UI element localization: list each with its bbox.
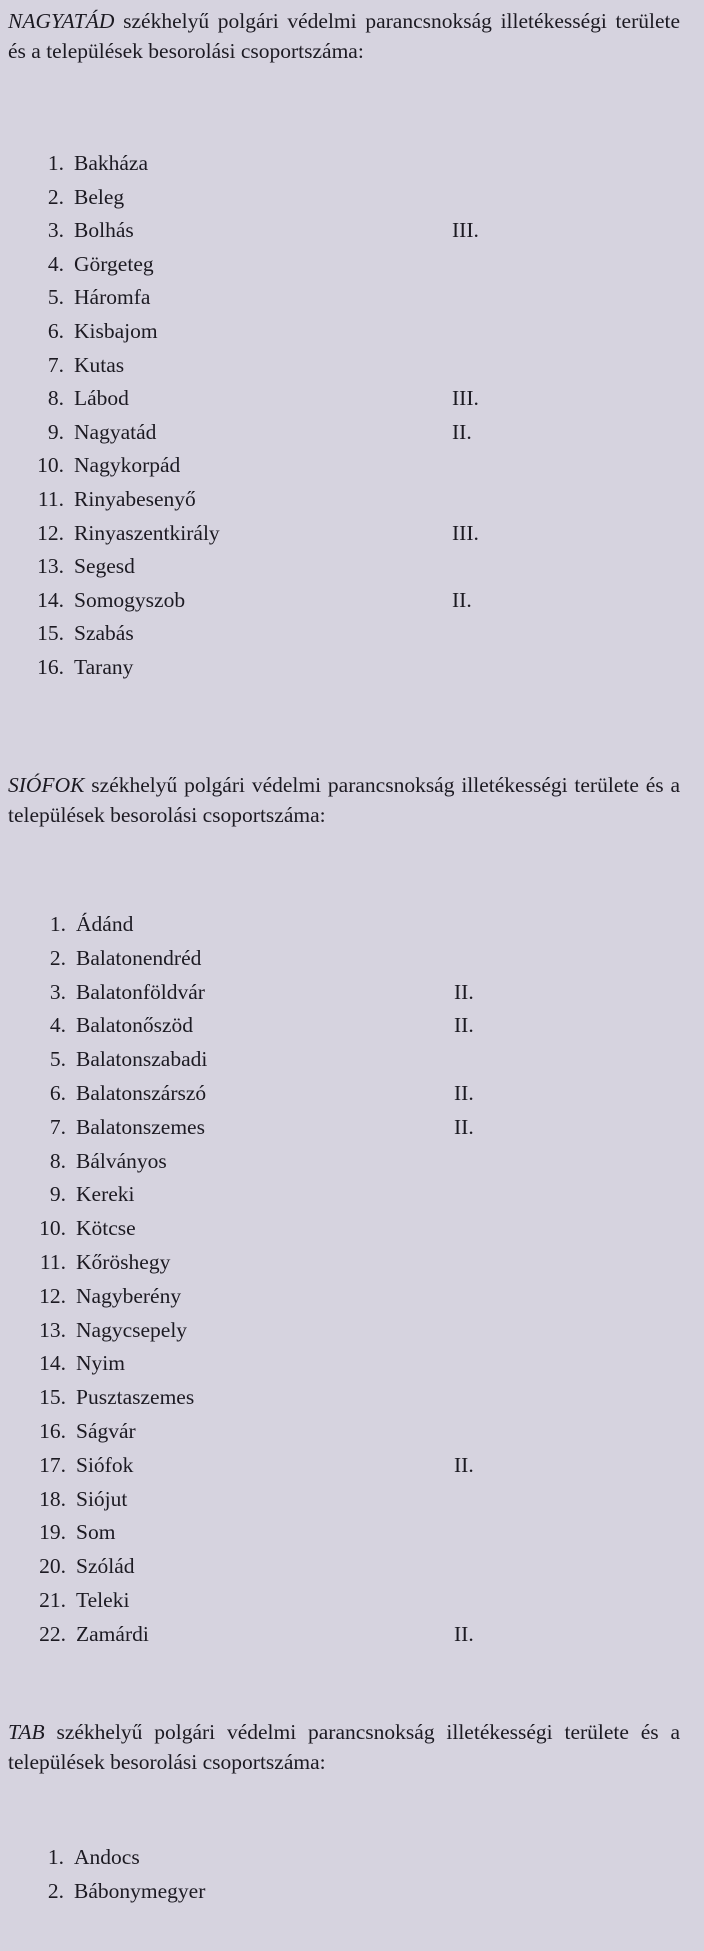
item-number: 2. [47, 1878, 64, 1903]
list-item [16, 1314, 207, 1348]
settlement-name: Bolhás [74, 218, 134, 243]
item-number: 14. [37, 587, 64, 612]
settlement-name: Tarany [74, 654, 134, 679]
list-item [14, 449, 220, 483]
settlement-name: Bálványos [76, 1148, 167, 1173]
item-number: 6. [49, 1080, 66, 1105]
group-number: II. [454, 1621, 474, 1646]
list-item [16, 1246, 207, 1280]
section-intro-text: székhelyű polgári védelmi parancsnokság illetékességi területe és a települések besorolási csoportszáma: [8, 1720, 680, 1774]
list-item [16, 976, 474, 1010]
item-number: 2. [49, 945, 66, 970]
list-item [16, 1212, 207, 1246]
item-number: 10. [39, 1216, 66, 1241]
list-item [14, 1841, 205, 1875]
settlement-name: Nagycsepely [76, 1317, 188, 1342]
settlement-name: Kisbajom [74, 318, 158, 343]
settlement-name: Zamárdi [76, 1621, 149, 1646]
section-city: NAGYATÁD [8, 9, 115, 33]
item-number: 9. [47, 419, 64, 444]
item-number: 3. [47, 218, 64, 243]
list-item [14, 248, 220, 282]
settlement-name: Balatonszárszó [76, 1080, 207, 1105]
group-number: II. [454, 1452, 474, 1477]
item-number: 17. [39, 1452, 66, 1477]
settlement-name: Teleki [76, 1587, 130, 1612]
list-item [16, 942, 207, 976]
settlement-list [16, 908, 474, 1652]
item-number: 1. [47, 1845, 64, 1869]
settlement-name: Kutas [74, 352, 125, 377]
section-intro [8, 1717, 680, 1777]
group-number: III. [452, 520, 479, 545]
item-number: 4. [49, 1013, 66, 1038]
list-item [16, 1584, 207, 1618]
settlement-name: Beleg [74, 184, 125, 209]
list-item [16, 1516, 207, 1550]
item-number: 16. [39, 1418, 66, 1443]
group-number: II. [454, 1114, 474, 1139]
settlement-name: Görgeteg [74, 251, 154, 276]
list-item [16, 1077, 474, 1111]
item-number: 7. [49, 1114, 66, 1139]
list-item [14, 584, 472, 618]
list-item [14, 315, 220, 349]
item-number: 11. [39, 1249, 66, 1274]
settlement-name: Siófok [76, 1452, 134, 1477]
item-number: 15. [37, 621, 64, 646]
item-number: 20. [39, 1554, 66, 1579]
item-number: 8. [49, 1148, 66, 1173]
list-item [16, 1043, 207, 1077]
list-item [14, 651, 220, 685]
item-number: 12. [39, 1283, 66, 1308]
list-item [14, 1875, 205, 1909]
settlement-name: Som [76, 1520, 116, 1545]
list-item [14, 349, 220, 383]
list-item [14, 181, 220, 215]
settlement-name: Kötcse [76, 1216, 136, 1241]
settlement-name: Bábonymegyer [74, 1878, 206, 1903]
section-intro-text: székhelyű polgári védelmi parancsnokság illetékességi területe és a települések besorolási csoportszáma: [8, 773, 681, 827]
settlement-list [14, 147, 479, 685]
list-item [14, 281, 220, 315]
section-city: TAB [8, 1720, 45, 1744]
list-item [16, 1618, 474, 1652]
item-number: 9. [49, 1182, 66, 1207]
item-number: 16. [37, 654, 64, 679]
settlement-name: Nagyberény [76, 1283, 182, 1308]
list-item [16, 1483, 207, 1517]
list-item [14, 550, 220, 584]
list-item [16, 1347, 207, 1381]
item-number: 11. [37, 486, 64, 511]
list-item [14, 483, 220, 517]
group-number: II. [454, 1013, 474, 1038]
settlement-name: Kereki [76, 1182, 135, 1207]
item-number: 13. [37, 554, 64, 579]
item-number: 15. [39, 1385, 66, 1410]
settlement-name: Szabás [74, 621, 134, 646]
group-number: III. [452, 386, 479, 411]
list-item [16, 1178, 207, 1212]
item-number: 6. [47, 318, 64, 343]
item-number: 5. [47, 285, 64, 310]
settlement-name: Pusztaszemes [76, 1385, 195, 1410]
settlement-name: Balatonszemes [76, 1114, 205, 1139]
settlement-name: Balatonszabadi [76, 1047, 208, 1072]
item-number: 21. [39, 1587, 66, 1612]
settlement-name: Andocs [74, 1845, 140, 1869]
list-item [14, 517, 479, 551]
item-number: 4. [47, 251, 64, 276]
list-item [16, 908, 207, 942]
list-item [14, 214, 479, 248]
group-number: II. [452, 587, 472, 612]
item-number: 12. [37, 520, 64, 545]
settlement-name: Segesd [74, 554, 135, 579]
item-number: 22. [39, 1621, 66, 1646]
list-item [16, 1415, 207, 1449]
item-number: 18. [39, 1486, 66, 1511]
settlement-name: Lábod [74, 386, 129, 411]
list-item [16, 1145, 207, 1179]
settlement-name: Háromfa [74, 285, 151, 310]
settlement-name: Somogyszob [74, 587, 186, 612]
section-intro-text: székhelyű polgári védelmi parancsnokság illetékességi területe és a települések besorolási csoportszáma: [8, 9, 681, 63]
item-number: 19. [39, 1520, 66, 1545]
settlement-name: Balatonőszöd [76, 1013, 194, 1038]
item-number: 1. [47, 151, 64, 175]
list-item [14, 382, 479, 416]
item-number: 14. [39, 1351, 66, 1376]
section-intro [8, 770, 680, 830]
settlement-name: Szólád [76, 1554, 135, 1579]
item-number: 10. [37, 453, 64, 478]
section-intro [8, 6, 680, 66]
item-number: 3. [49, 979, 66, 1004]
item-number: 7. [47, 352, 64, 377]
settlement-name: Ságvár [76, 1418, 136, 1443]
settlement-name: Balatonföldvár [76, 979, 205, 1004]
item-number: 5. [49, 1047, 66, 1072]
group-number: II. [454, 979, 474, 1004]
settlement-name: Kőröshegy [76, 1249, 171, 1274]
list-item [16, 1009, 474, 1043]
item-number: 1. [49, 912, 66, 936]
list-item [16, 1381, 207, 1415]
settlement-name: Rinyabesenyő [74, 486, 196, 511]
settlement-name: Balatonendréd [76, 945, 202, 970]
list-item [16, 1449, 474, 1483]
settlement-name: Bakháza [74, 151, 149, 175]
settlement-name: Siójut [76, 1486, 128, 1511]
settlement-name: Nagyatád [74, 419, 157, 444]
item-number: 8. [47, 386, 64, 411]
group-number: III. [452, 218, 479, 243]
settlement-name: Nyim [76, 1351, 125, 1376]
list-item [14, 147, 220, 181]
group-number: II. [454, 1080, 474, 1105]
list-item [16, 1280, 207, 1314]
item-number: 13. [39, 1317, 66, 1342]
settlement-name: Nagykorpád [74, 453, 181, 478]
settlement-list [14, 1841, 205, 1908]
item-number: 2. [47, 184, 64, 209]
list-item [16, 1550, 207, 1584]
section-city: SIÓFOK [8, 773, 85, 797]
list-item [14, 617, 220, 651]
settlement-name: Rinyaszentkirály [74, 520, 220, 545]
group-number: II. [452, 419, 472, 444]
list-item [14, 416, 472, 450]
settlement-name: Ádánd [76, 912, 134, 936]
list-item [16, 1111, 474, 1145]
